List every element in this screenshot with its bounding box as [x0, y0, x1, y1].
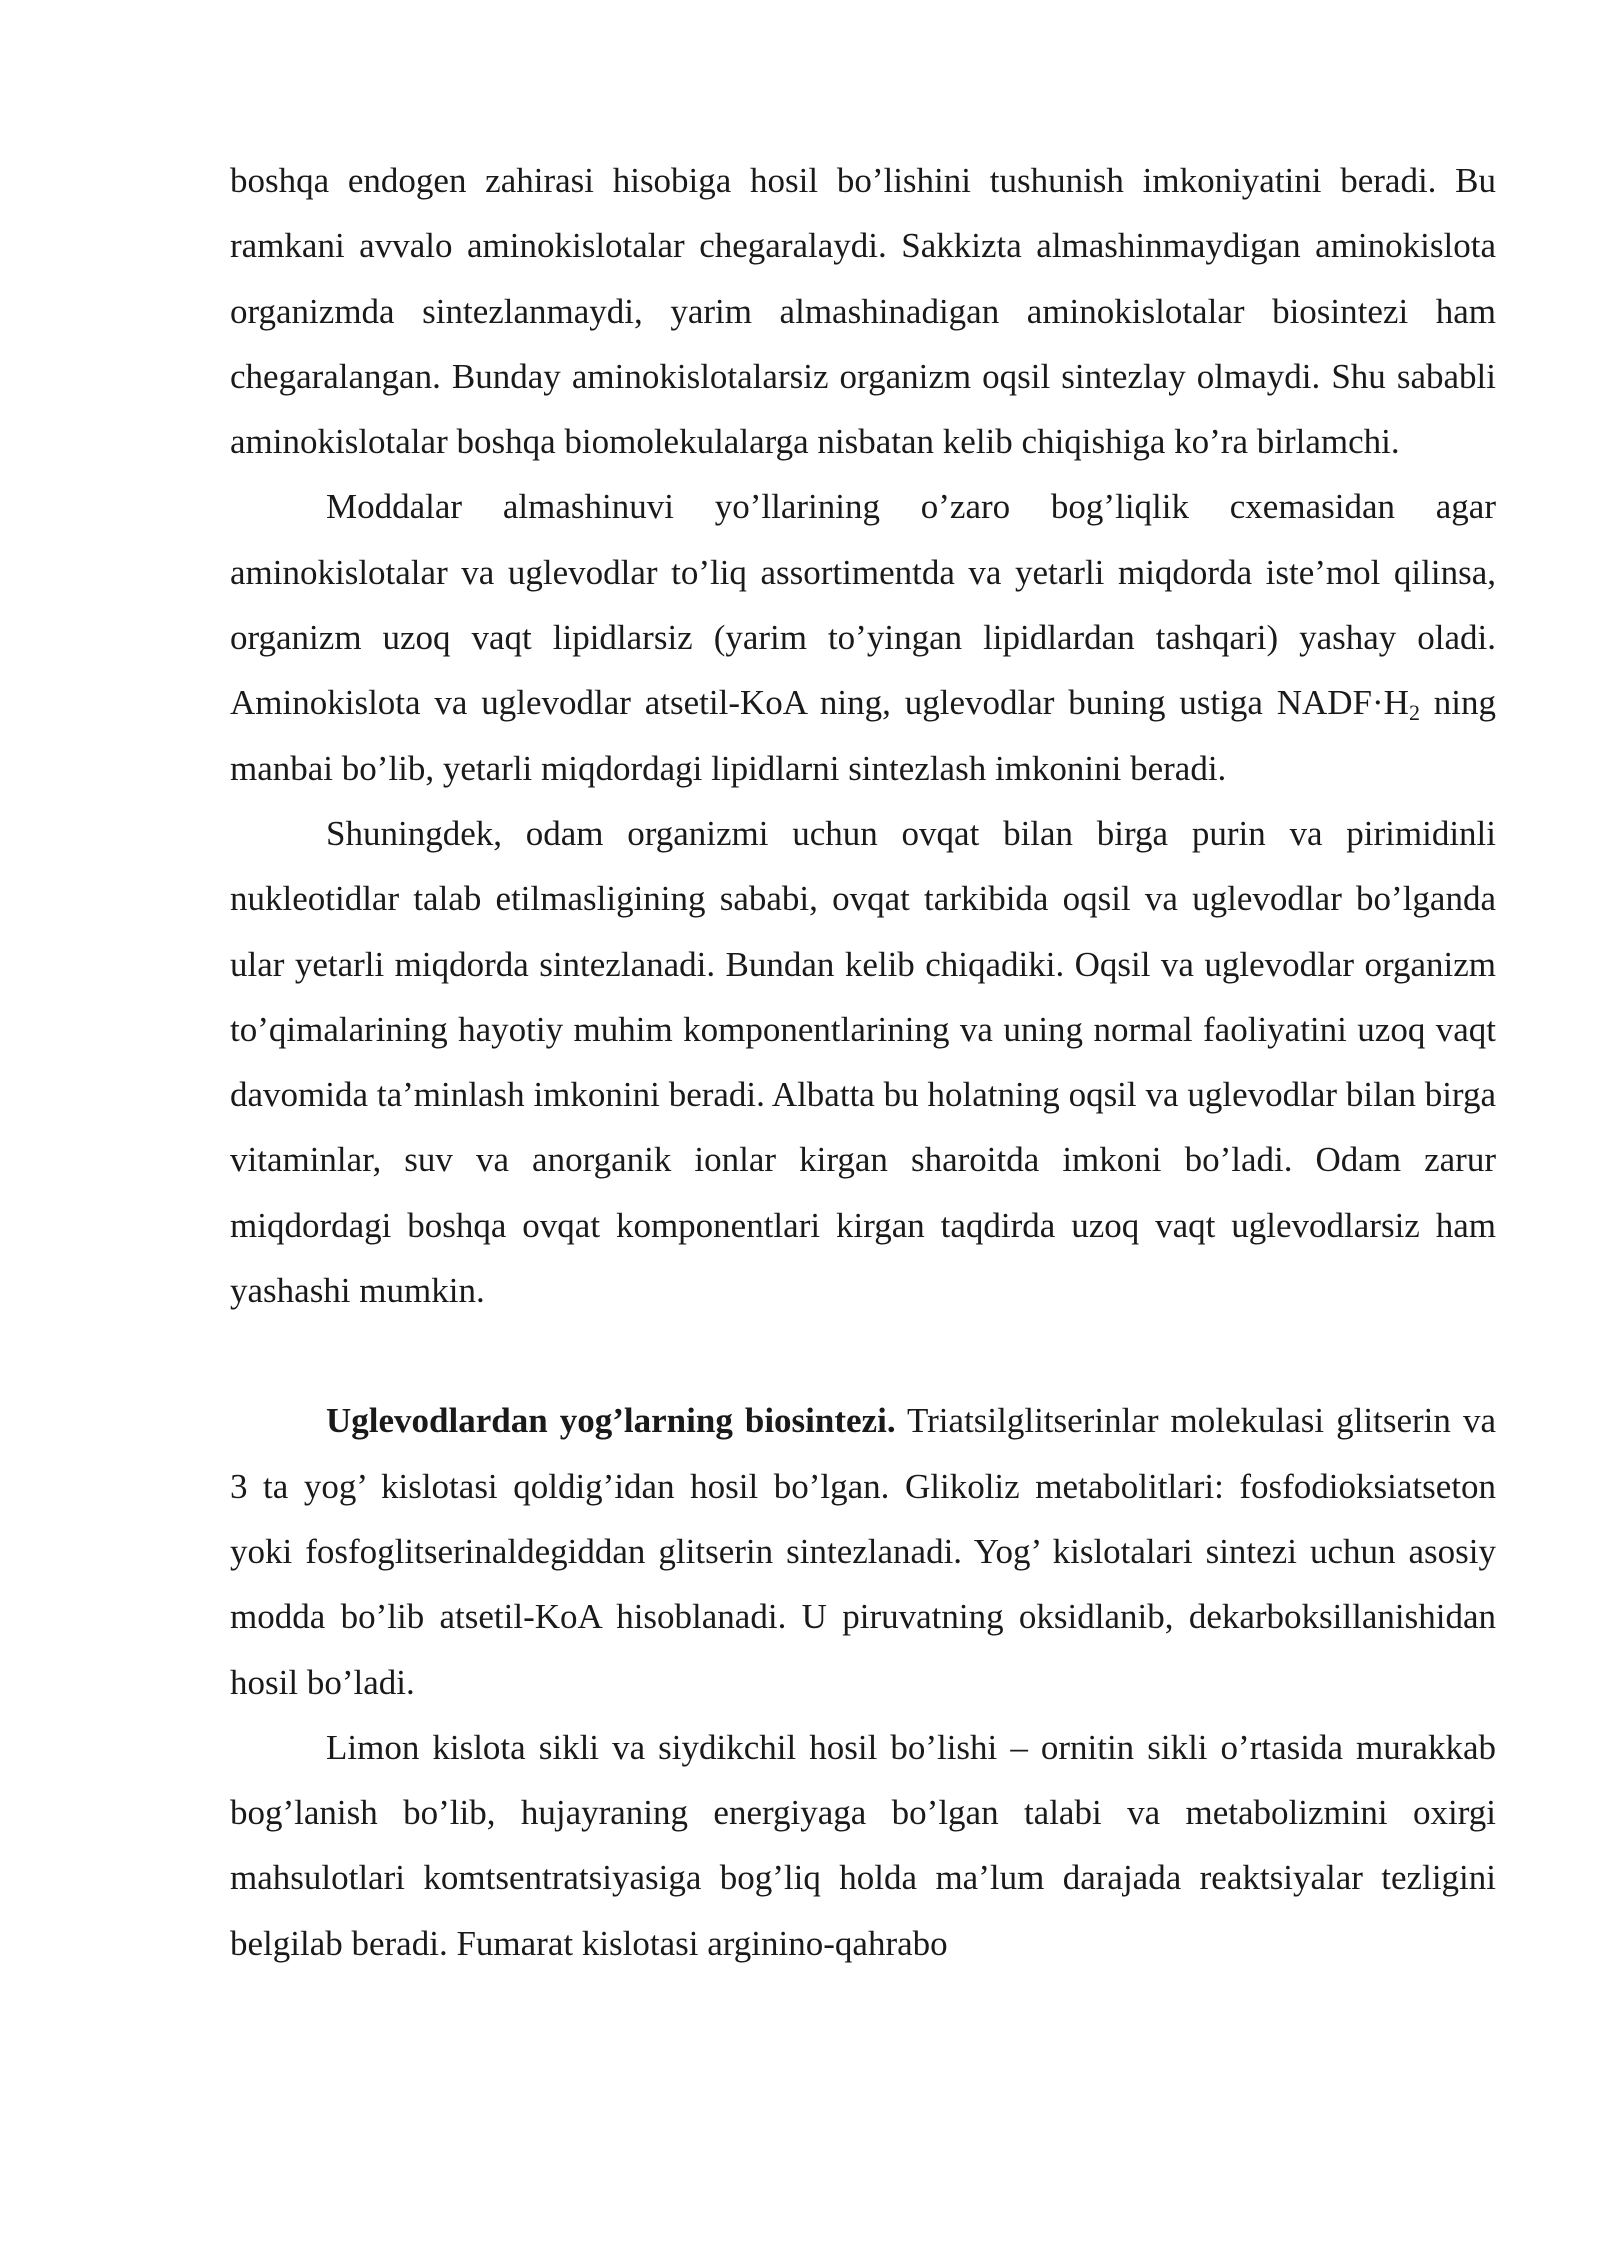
section-heading: Uglevodlardan yog’larning biosintezi.	[326, 1401, 896, 1441]
paragraph-4	[230, 1388, 1496, 1714]
document-page	[230, 148, 1496, 1976]
paragraph-2	[230, 474, 1496, 800]
paragraph-1: boshqa endogen zahirasi hisobiga hosil bo’lishini tushunish imkoniyatini beradi. Bu ramkani avvalo aminokislotalar chegaralaydi. Sakkizta almashinmaydigan aminokislota organizmda sintezlanmaydi, yarim almashinadigan aminokislotalar biosintezi ham chegaralangan. Bunday aminokislotalarsiz organizm oqsil sintezlay olmaydi. Shu sababli aminokislotalar boshqa biomolekulalarga nisbatan kelib chiqishiga ko’ra birlamchi.	[230, 161, 1496, 462]
paragraph-2-text: Moddalar almashinuvi yo’llarining o’zaro bog’liqlik cxemasidan agar aminokislotalar va uglevodlar to’liq assortimentda va yetarli miqdorda iste’mol qilinsa, organizm uzoq vaqt lipidlarsiz (yarim to’yingan lipidlardan tashqari) yashay oladi. Aminokislota va uglevodlar atsetil-KoA ning, uglevodlar buning ustiga NADF·H	[230, 487, 1496, 723]
paragraph-2-text-end: ning manbai bo’lib, yetarli miqdordagi lipidlarni sintezlash imkonini beradi.	[230, 683, 1496, 788]
paragraph-4-text: Triatsilglitserinlar molekulasi glitserin va 3 ta yog’ kislotasi qoldig’idan hosil bo’lgan. Glikoliz metabolitlari: fosfodioksiatseton yoki fosfoglitserinaldegiddan glitserin sintezlanadi. Yog’ kislotalari sintezi uchun asosiy modda bo’lib atsetil-KoA hisoblanadi. U piruvatning oksidlanib, dekarboksillanishidan hosil bo’ladi.	[230, 1401, 1496, 1702]
subscript-2: 2	[1408, 700, 1420, 726]
paragraph-3: Shuningdek, odam organizmi uchun ovqat bilan birga purin va pirimidinli nukleotidlar talab etilmasligining sababi, ovqat tarkibida oqsil va uglevodlar bo’lganda ular yetarli miqdorda sintezlanadi. Bundan kelib chiqadiki. Oqsil va uglevodlar organizm to’qimalarining hayotiy muhim komponentlarining va uning normal faoliyatini uzoq vaqt davomida ta’minlash imkonini beradi. Albatta bu holatning oqsil va uglevodlar bilan birga vitaminlar, suv va anorganik ionlar kirgan sharoitda imkoni bo’ladi. Odam zarur miqdordagi boshqa ovqat komponentlari kirgan taqdirda uzoq vaqt uglevodlarsiz ham yashashi mumkin.	[230, 813, 1496, 1311]
paragraph-5: Limon kislota sikli va siydikchil hosil bo’lishi – ornitin sikli o’rtasida murakkab bog’lanish bo’lib, hujayraning energiyaga bo’lgan talabi va metabolizmini oxirgi mahsulotlari komtsentratsiyasiga bog’liq holda ma’lum darajada reaktsiyalar tezligini belgilab beradi. Fumarat kislotasi arginino-qahrabo	[230, 1727, 1496, 1963]
paragraph-gap	[230, 1323, 1496, 1388]
